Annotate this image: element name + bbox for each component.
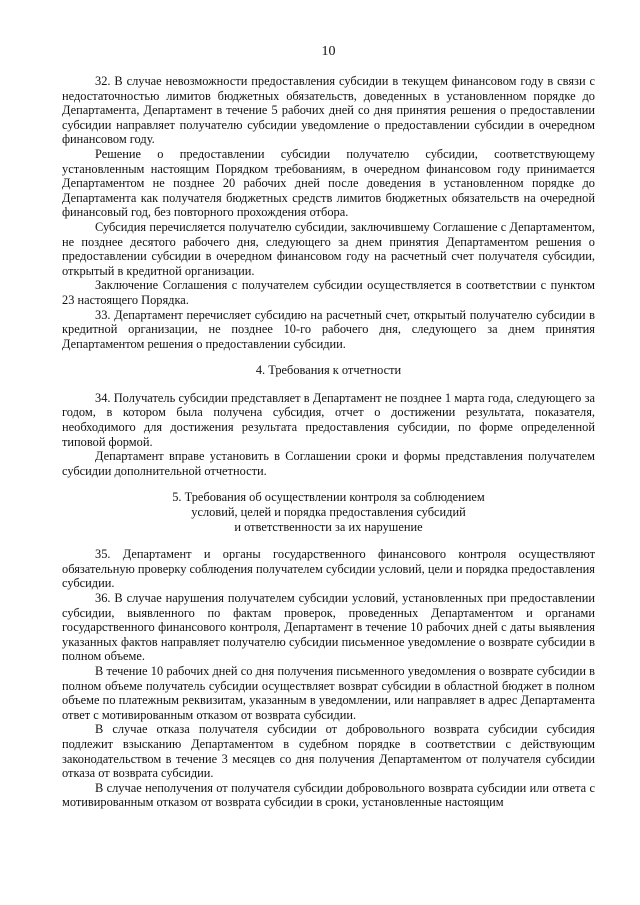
page-number: 10 (321, 44, 336, 59)
paragraph-additional-reporting: Департамент вправе установить в Соглашении сроки и формы представления получателем субсидии дополнительной отчетности. (62, 449, 595, 478)
section-4-heading: 4. Требования к отчетности (255, 363, 402, 378)
paragraph-decision: Решение о предоставлении субсидии получателю субсидии, соответствующему установленным настоящим Порядком требованиям, в очередном финансовом году принимается Департаментом не позднее 20 рабочих дней после доведения в установленном порядке до Департамента как получателя бюджетных средств лимитов бюджетных обязательств на очередной финансовый год, без повторного прохождения отбора. (62, 146, 595, 220)
paragraph-32: 32. В случае невозможности предоставления субсидии в текущем финансовом году в связи с недостаточностью лимитов бюджетных обязательств, доведенных в установленном порядке до Департамента, Департамент в течение 5 рабочих дней со дня принятия решения о предоставлении субсидии направляет получателю субсидии уведомление о предоставлении субсидии в очередном финансовом году. (62, 74, 595, 147)
section-5-heading (62, 490, 595, 534)
section-5-heading-line-2: условий, целей и порядка предоставления субсидий (191, 505, 466, 520)
paragraph-court-recovery: В случае отказа получателя субсидии от добровольного возврата субсидии субсидия подлежит взысканию Департаментом в судебном порядке в соответствии с действующим законодательством в течение 3 месяцев со дня получения Департаментом от получателя субсидии отказа от возврата субсидии. (62, 722, 595, 781)
paragraph-no-response: В случае неполучения от получателя субсидии добровольного возврата субсидии или ответа с мотивированным отказом от возврата субсидии в сроки, установленные настоящим (62, 780, 595, 810)
paragraph-transfer: Субсидия перечисляется получателю субсидии, заключившему Соглашение с Департаментом, не позднее десятого рабочего дня, следующего за днем принятия Департаментом решения о предоставлении субсидии в очередном финансовом году на расчетный счет получателя субсидии, открытый в кредитной организации. (62, 219, 595, 278)
paragraph-35: 35. Департамент и органы государственного финансового контроля осуществляют обязательную проверку соблюдения получателем субсидии условий, цели и порядка предоставления субсидии. (62, 547, 595, 591)
section-5-heading-line-1: 5. Требования об осуществлении контроля за соблюдением (172, 490, 485, 505)
paragraph-agreement: Заключение Соглашения с получателем субсидии осуществляется в соответствии с пунктом 23 настоящего Порядка. (62, 278, 595, 307)
section-5-heading-line-3: и ответственности за их нарушение (234, 519, 423, 534)
paragraph-34: 34. Получатель субсидии представляет в Департамент не позднее 1 марта года, следующего за годом, в котором была получена субсидия, отчет о достижении результата, показателя, необходимого для достижения результата предоставления субсидии, по форме определенной типовой формой. (62, 390, 595, 449)
paragraph-33: 33. Департамент перечисляет субсидию на расчетный счет, открытый получателю субсидии в кредитной организации, не позднее 10-го рабочего дня, следующего за днем принятия Департаментом решения о предоставлении субсидии. (62, 307, 595, 351)
paragraph-refund-term: В течение 10 рабочих дней со дня получения письменного уведомления о возврате субсидии в полном объеме получатель субсидии осуществляет возврат субсидии в областной бюджет в полном объеме по платежным реквизитам, указанным в уведомлении, или направляет в адрес Департамента ответ с мотивированным отказом от возврата субсидии. (62, 663, 595, 722)
paragraph-36: 36. В случае нарушения получателем субсидии условий, установленных при предоставлении субсидии, выявленного по фактам проверок, проведенных Департаментом и органами государственного финансового контроля, Департамент в течение 10 рабочих дней с даты выявления указанных фактов направляет получателю субсидии письменное уведомление о возврате субсидии в полном объеме. (62, 591, 595, 664)
